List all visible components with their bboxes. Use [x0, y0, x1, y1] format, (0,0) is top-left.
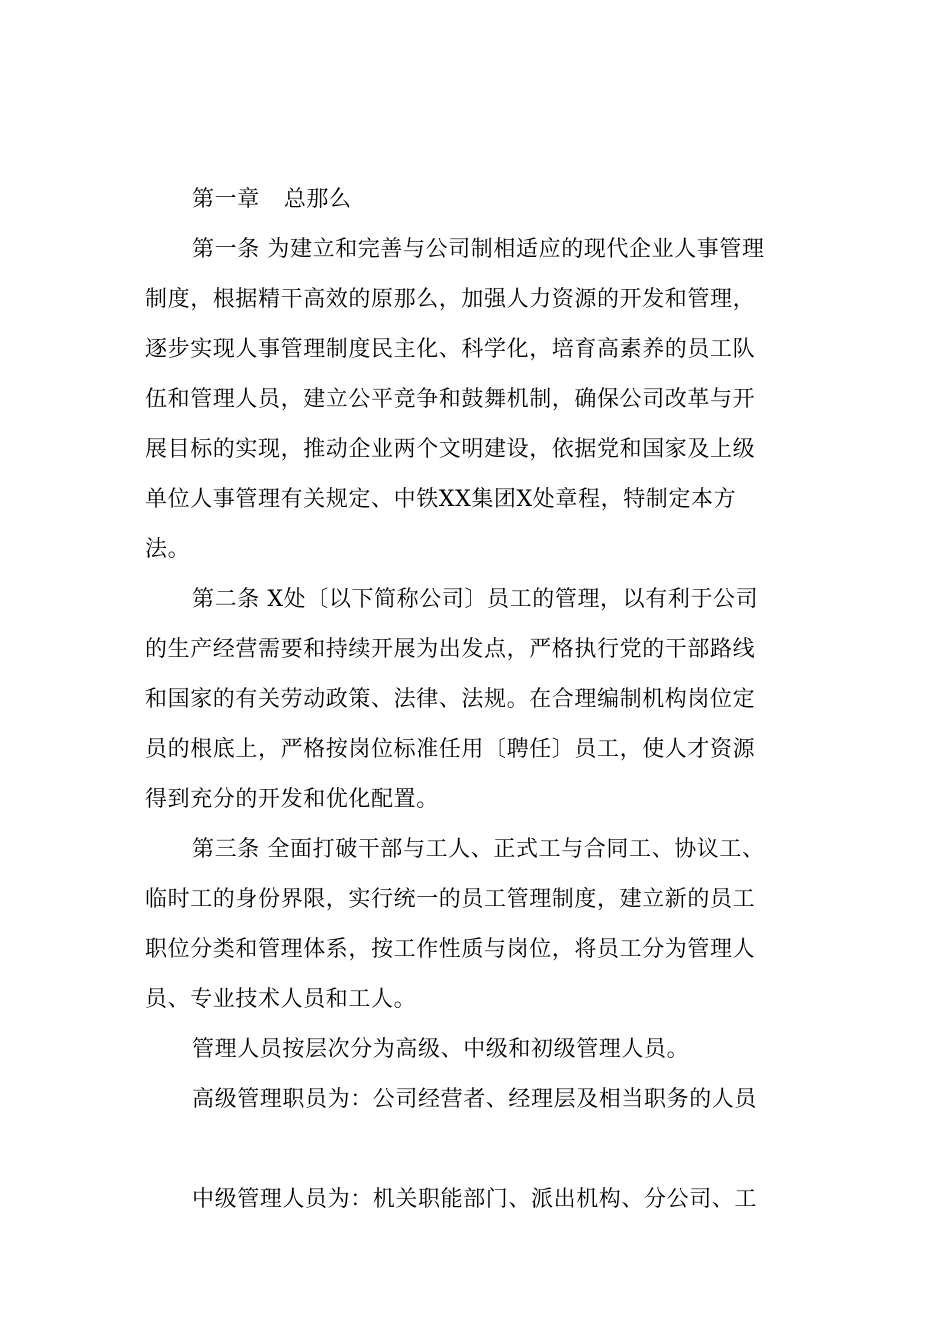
paragraph-management-levels: 管理人员按层次分为高级、中级和初级管理人员。: [192, 1037, 690, 1062]
article-1-line-6: 单位人事管理有关规定、中铁XX集团X处章程，特制定本方: [145, 487, 737, 512]
paragraph-middle-management: 中级管理人员为：机关职能部门、派出机构、分公司、工: [192, 1187, 758, 1212]
article-2-line-3: 和国家的有关劳动政策、法律、法规。在合理编制机构岗位定: [145, 687, 756, 712]
chapter-title: 总那么: [283, 187, 352, 212]
article-3-line-1: 第三条 全面打破干部与工人、正式工与合同工、协议工、: [192, 837, 765, 862]
article-1-line-5: 展目标的实现，推动企业两个文明建设，依据党和国家及上级: [145, 437, 756, 462]
article-1-line-1: 第一条 为建立和完善与公司制相适应的现代企业人事管理: [192, 237, 765, 262]
article-1-line-7: 法。: [145, 537, 191, 562]
article-1-line-3: 逐步实现人事管理制度民主化、科学化，培育高素养的员工队: [145, 337, 756, 362]
chapter-heading: [192, 185, 805, 215]
article-2-line-1: 第二条 X处〔以下简称公司〕员工的管理，以有利于公司: [192, 587, 759, 612]
paragraph-senior-management: 高级管理职员为：公司经营者、经理层及相当职务的人员: [192, 1087, 758, 1112]
article-1-line-2: 制度，根据精干高效的原那么，加强人力资源的开发和管理，: [145, 287, 756, 312]
article-3-line-4: 员、专业技术人员和工人。: [145, 987, 417, 1012]
article-1-line-4: 伍和管理人员，建立公平竞争和鼓舞机制，确保公司改革与开: [145, 387, 756, 412]
chapter-number: 第一章: [192, 187, 260, 212]
article-3-line-2: 临时工的身份界限，实行统一的员工管理制度，建立新的员工: [145, 887, 756, 912]
article-3-line-3: 职位分类和管理体系，按工作性质与岗位，将员工分为管理人: [145, 937, 756, 962]
article-2-line-2: 的生产经营需要和持续开展为出发点，严格执行党的干部路线: [145, 637, 756, 662]
article-2-line-4: 员的根底上，严格按岗位标准任用〔聘任〕员工，使人才资源: [145, 737, 756, 762]
article-2-line-5: 得到充分的开发和优化配置。: [145, 787, 439, 812]
